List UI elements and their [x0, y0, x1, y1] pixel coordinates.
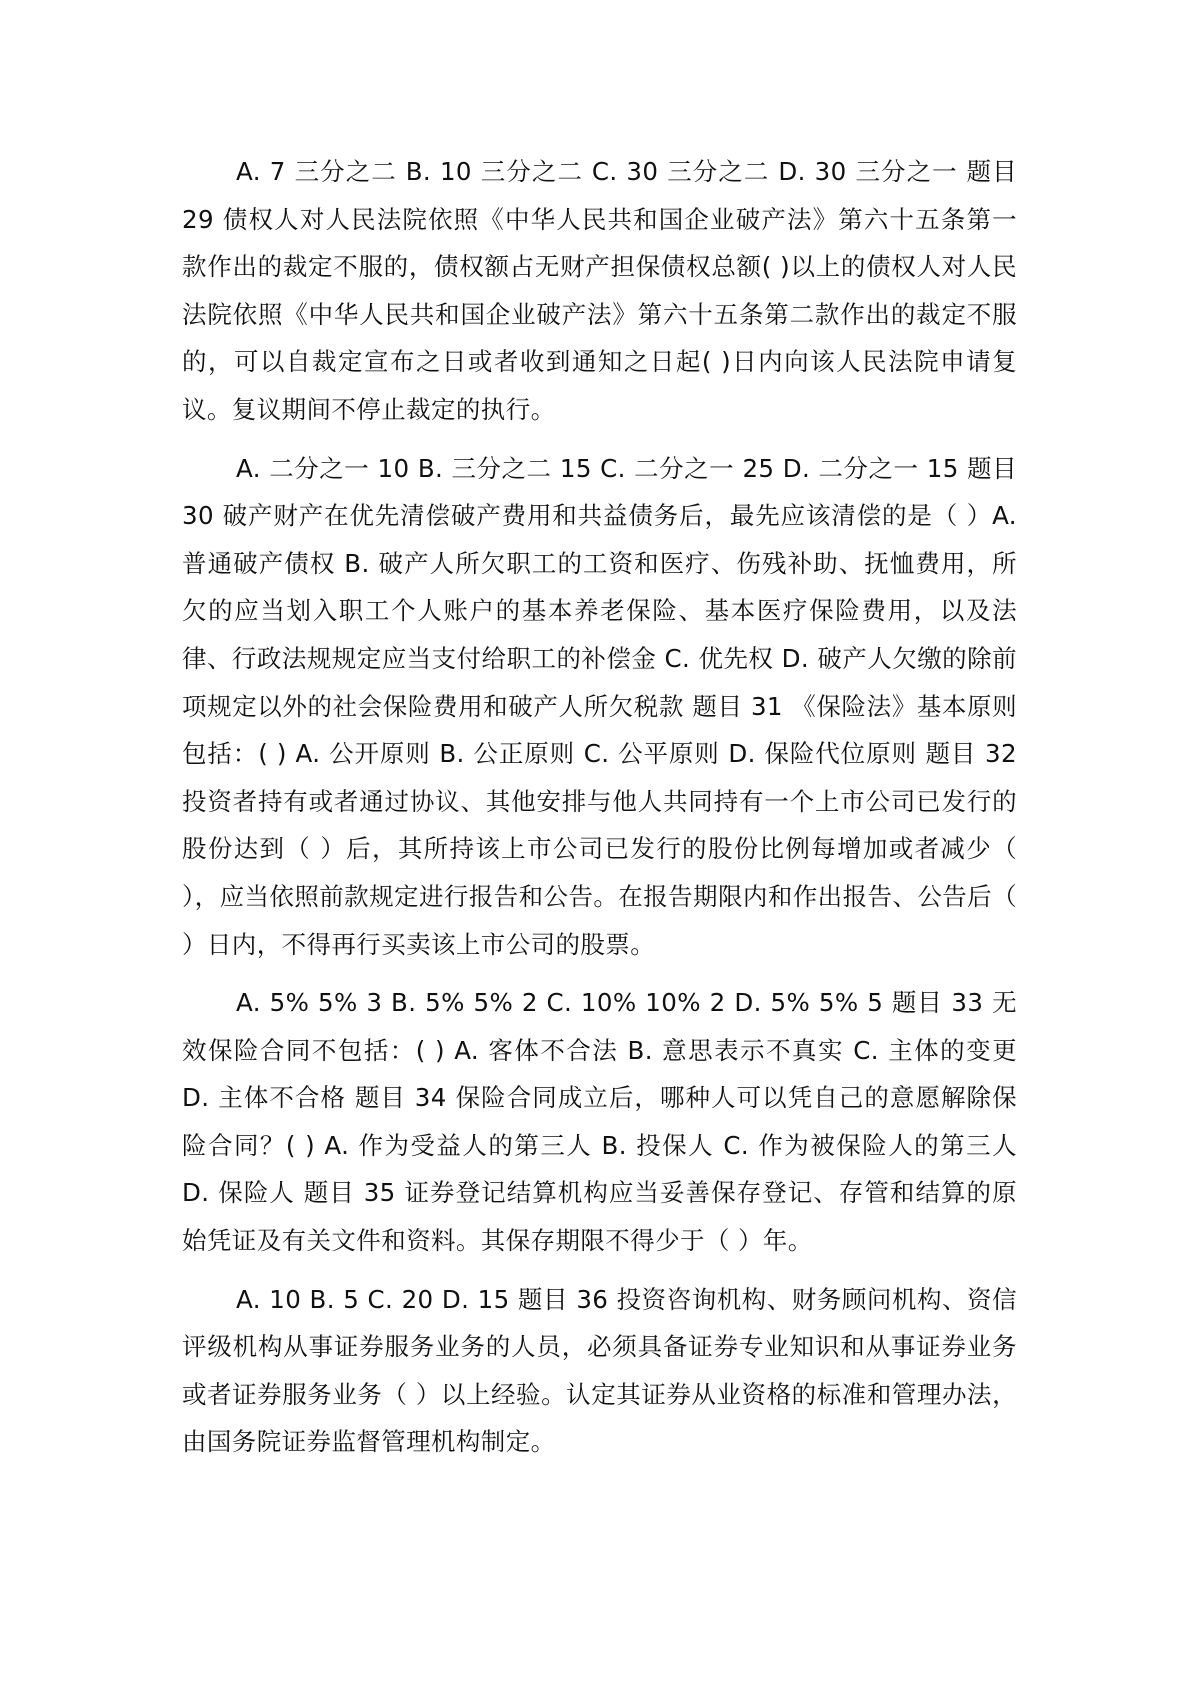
document-body: [182, 148, 1017, 1477]
paragraph-3: A. 5% 5% 3 B. 5% 5% 2 C. 10% 10% 2 D. 5% 5% 5 题目 33 无效保险合同不包括：( ) A. 客体不合法 B. 意思表示不真实 C. 主体的变更 D. 主体不合格 题目 34 保险合同成立后，哪种人可以凭自己的意愿解除保险合同？( ) A. 作为受益人的第三人 B. 投保人 C. 作为被保险人的第三人 D. 保险人 题目 35 证券登记结算机构应当妥善保存登记、存管和结算的原始凭证及有关文件和资料。其保存期限不得少于（ ）年。: [182, 988, 1017, 1256]
paragraph-4: A. 10 B. 5 C. 20 D. 15 题目 36 投资咨询机构、财务顾问机构、资信评级机构从事证券服务业务的人员，必须具备证券专业知识和从事证券业务或者证券服务业务（ ）以上经验。认定其证券从业资格的标准和管理办法，由国务院证券监督管理机构制定。: [182, 1284, 1017, 1457]
paragraph-1: A. 7 三分之二 B. 10 三分之二 C. 30 三分之二 D. 30 三分之一 题目 29 债权人对人民法院依照《中华人民共和国企业破产法》第六十五条第一款作出的裁定不服的，债权额占无财产担保债权总额( )以上的债权人对人民法院依照《中华人民共和国企业破产法》第六十五条第二款作出的裁定不服的，可以自裁定宣布之日或者收到通知之日起( )日内向该人民法院申请复议。复议期间不停止裁定的执行。: [182, 157, 1017, 424]
paragraph-2: A. 二分之一 10 B. 三分之二 15 C. 二分之一 25 D. 二分之一 15 题目 30 破产财产在优先清偿破产费用和共益债务后，最先应该清偿的是（ ）A. 普通破产债权 B. 破产人所欠职工的工资和医疗、伤残补助、抚恤费用，所欠的应当划入职工个人账户的基本养老保险、基本医疗保险费用，以及法律、行政法规规定应当支付给职工的补偿金 C. 优先权 D. 破产人欠缴的除前项规定以外的社会保险费用和破产人所欠税款 题目 31 《保险法》基本原则包括：( ) A. 公开原则 B. 公正原则 C. 公平原则 D. 保险代位原则 题目 32 投资者持有或者通过协议、其他安排与他人共同持有一个上市公司已发行的股份达到（ ）后，其所持该上市公司已发行的股份比例每增加或者减少（ ），应当依照前款规定进行报告和公告。在报告期限内和作出报告、公告后（ ）日内，不得再行买卖该上市公司的股票。: [182, 453, 1017, 959]
